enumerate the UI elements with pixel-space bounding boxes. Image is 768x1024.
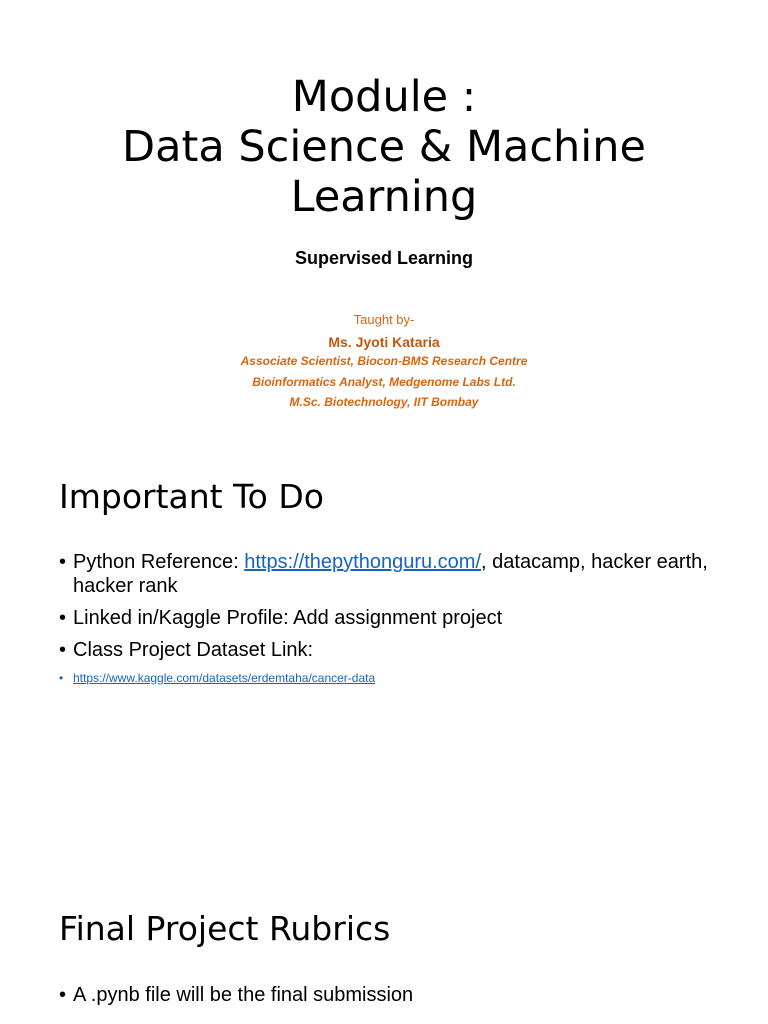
teacher-name: Ms. Jyoti Kataria xyxy=(328,334,440,350)
important-todo-heading: Important To Do xyxy=(59,477,324,516)
bullet-icon: • xyxy=(59,671,64,685)
teacher-role-1: Associate Scientist, Biocon-BMS Research Centre xyxy=(240,354,528,368)
bullet-icon: • xyxy=(59,607,67,629)
todo-bullet-list xyxy=(59,550,709,662)
title-line-3: Learning xyxy=(290,172,478,222)
bullet-icon: • xyxy=(59,984,67,1006)
python-reference-label: Python Reference: xyxy=(73,551,245,573)
kaggle-dataset-link[interactable]: https://www.kaggle.com/datasets/erdemtaha/cancer-data xyxy=(73,671,376,685)
list-item xyxy=(59,606,709,630)
linkedin-kaggle-text: Linked in/Kaggle Profile: Add assignment project xyxy=(73,607,503,629)
rubrics-bullet-list xyxy=(59,983,709,1007)
teacher-role-3: M.Sc. Biotechnology, IIT Bombay xyxy=(289,395,479,409)
list-item xyxy=(59,983,709,1007)
bullet-icon: • xyxy=(59,639,67,661)
python-reference-link[interactable]: https://thepythonguru.com/ xyxy=(244,551,482,573)
final-project-heading: Final Project Rubrics xyxy=(59,909,391,948)
slide-subtitle: Supervised Learning xyxy=(294,248,474,268)
dataset-link-label: Class Project Dataset Link: xyxy=(73,639,314,661)
teacher-role-2: Bioinformatics Analyst, Medgenome Labs Ltd. xyxy=(252,374,516,389)
credits-block xyxy=(0,311,768,413)
bullet-icon: • xyxy=(59,551,67,573)
list-item xyxy=(59,638,709,662)
list-item xyxy=(59,550,709,598)
taught-by-label: Taught by- xyxy=(353,312,415,327)
title-line-2: Data Science & Machine xyxy=(122,122,646,172)
slide-title xyxy=(0,72,768,222)
title-line-1: Module : xyxy=(291,72,477,122)
submission-text: A .pynb file will be the final submission xyxy=(73,984,414,1006)
python-reference-suffix: , datacamp, hacker earth, hacker rank xyxy=(73,551,708,597)
dataset-sub-bullet xyxy=(59,670,375,686)
